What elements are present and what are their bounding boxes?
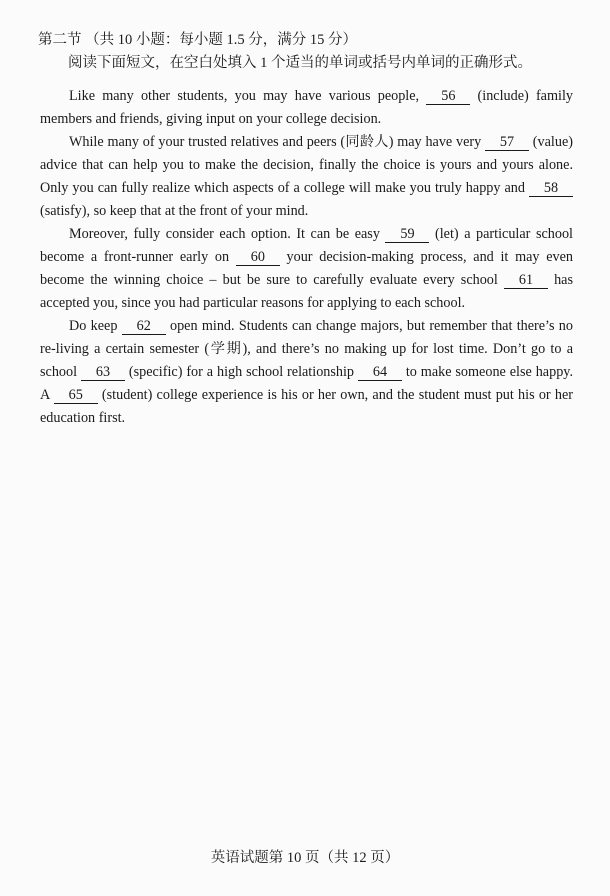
paragraph-text: While many of your trusted relatives and peers (同龄人) may have very [69,134,486,150]
paragraph-text: (include) family members and friends, giving input on your college decision. [40,88,573,127]
blank-57: 57 [485,134,529,151]
paragraph-text: has accepted you, since you had particular reasons for applying to each school. [40,272,573,311]
blank-59: 59 [385,226,429,243]
paragraph-3 [40,223,573,315]
paragraph-text: your decision-making process, and it may even become the winning choice – but be sure to carefully evaluate every school [40,249,573,288]
blank-56: 56 [426,88,470,105]
blank-62: 62 [122,318,166,335]
paragraph-text: Do keep [69,318,122,334]
section-header: 第二节 （共 10 小题：每小题 1.5 分，满分 15 分） [38,32,357,48]
passage [40,85,573,430]
paragraph-text: to make someone else happy. A [40,364,574,403]
blank-63: 63 [81,364,125,381]
blank-60: 60 [236,249,280,266]
blank-65: 65 [54,387,98,404]
paragraph-4 [40,315,573,430]
paragraph-2 [40,131,573,223]
paragraph-text: (let) a particular school become a front-runner early on [40,226,573,265]
paragraph-text: (satisfy), so keep that at the front of your mind. [40,203,309,219]
blank-61: 61 [504,272,548,289]
paragraph-text: Like many other students, you may have various people, [69,88,427,104]
paragraph-1 [40,85,573,131]
paragraph-text: (student) college experience is his or her own, and the student must put his or her education first. [40,387,573,426]
paragraph-text: (specific) for a high school relationship [124,364,358,380]
blank-58: 58 [529,180,573,197]
paragraph-text: open mind. Students can change majors, but remember that there’s no re-living a certain semester (学期), and there’s no making up for lost time. Don’t go to a school [40,318,573,380]
instruction: 阅读下面短文，在空白处填入 1 个适当的单词或括号内单词的正确形式。 [68,55,532,71]
paragraph-text: Moreover, fully consider each option. It can be easy [69,226,386,242]
page-footer: 英语试题第 10 页（共 12 页） [210,850,400,866]
paragraph-text: (value) advice that can help you to make the decision, finally the choice is yours and yours alone. Only you can fully realize which aspects of a college will make you truly happy and [40,134,573,196]
blank-64: 64 [358,364,402,381]
